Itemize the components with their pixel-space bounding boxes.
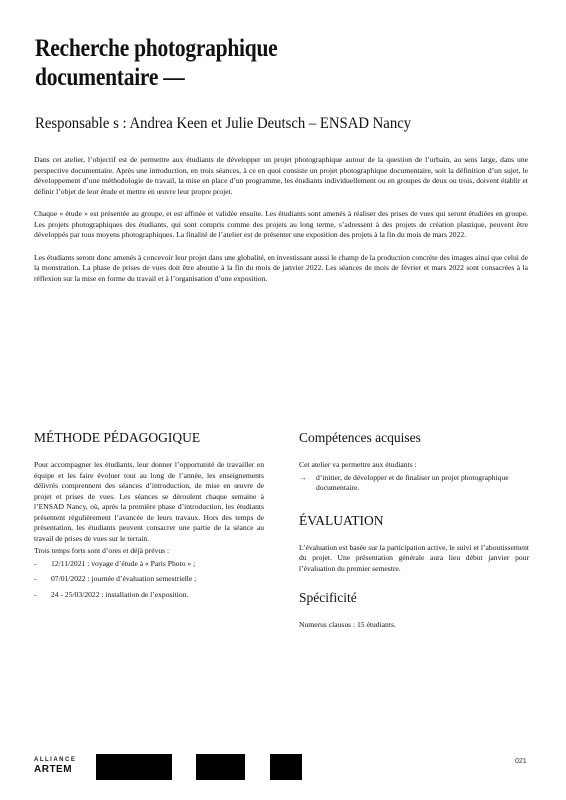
- methode-heading: MÉTHODE PÉDAGOGIQUE: [34, 430, 201, 445]
- redacted-logo-block: [196, 754, 245, 780]
- dash-bullet: -: [34, 574, 37, 583]
- methode-column: [34, 430, 264, 605]
- milestone-text: 12/11/2021 : voyage d’étude à « Paris Photo » ;: [51, 558, 196, 568]
- intro-section: [34, 155, 528, 296]
- list-item: [34, 559, 264, 570]
- evaluation-heading: ÉVALUATION: [299, 512, 384, 528]
- redacted-logo-block: [96, 754, 172, 780]
- list-item: [34, 590, 264, 601]
- right-column: [299, 430, 529, 633]
- page-number: 021: [515, 758, 527, 765]
- competences-heading: Compétences acquises: [299, 430, 421, 445]
- evaluation-text: L’évaluation est basée sur la participation active, le suivi et l’aboutissement du projet. Une présentation générale aura lieu début janvier pour l’évaluation du premier semestre.: [299, 542, 529, 573]
- competences-intro: Cet atelier va permettre aux étudiants :: [299, 460, 417, 469]
- dash-bullet: -: [34, 558, 37, 568]
- arrow-icon: →: [299, 472, 307, 482]
- milestones-list: [34, 559, 264, 601]
- intro-paragraph: Les étudiants seront donc amenés à concevoir leur projet dans une globalité, en investissant aussi le champ de la production concrète des images ainsi que celui de la monstration. La phase de prises de vues doit être aboutie à la fin du mois de janvier 2022. Les séances de mois de février et mars 2022 sont consacrées à la réflexion sur la mise en forme du travail et à l’organisation d’une exposition.: [34, 252, 528, 283]
- methode-paragraph: Trois temps forts sont d’ores et déjà prévus :: [34, 546, 170, 555]
- specificite-text: Numerus clausus : 15 étudiants.: [299, 620, 396, 629]
- dash-bullet: -: [34, 589, 37, 599]
- milestone-text: 24 - 25/03/2022 : installation de l’exposition.: [51, 589, 189, 599]
- page-title: Recherche photographique documentaire —: [35, 35, 278, 91]
- intro-paragraph: Chaque « étude » est présentée au groupe, et est affinée et validée ensuite. Les étudiants sont amenés à réaliser des prises de vues qui seront étudiées en groupe. Les projets photographiques des étudiants, qui sont compris comme des projets au long terme, s’adressent à des projets de création plastique, peuvent être développés par tous moyens photographiques. La finalité de l’atelier est de présenter une exposition des projets à la fin du mois de mars 2022.: [34, 209, 528, 239]
- milestone-text: 07/01/2022 : journée d’évaluation semestrielle ;: [51, 574, 197, 583]
- specificite-heading: Spécificité: [299, 590, 357, 605]
- logo-top-text: ALLIANCE: [34, 757, 77, 763]
- competences-list: [299, 473, 529, 494]
- logo-bottom-text: ARTEM: [34, 764, 73, 775]
- alliance-artem-logo: [34, 756, 84, 775]
- course-responsibles: Responsable s : Andrea Keen et Julie Deutsch – ENSAD Nancy: [35, 115, 412, 132]
- redacted-logo-block: [270, 754, 302, 780]
- competence-text: d’initier, de développer et de finaliser un projet photographique documentaire.: [316, 472, 509, 492]
- list-item: [34, 574, 264, 585]
- intro-paragraph: Dans cet atelier, l’objectif est de permettre aux étudiants de développer un projet photographique autour de la question de l’urbain, au sens large, dans une perspective documentaire. Après une introduction, en trois séances, à ce en quoi consiste un projet photographique documentaire, soit la définition d’un sujet, le développement d’une méthodologie de travail, la mise en place d’un programme, les étudiants individuellement ou en groupes de deux ou trois, doivent établir et définir l’objet de leur étude et mettre en œuvre leur propre projet.: [34, 155, 528, 196]
- list-item: [299, 473, 529, 494]
- methode-paragraph: Pour accompagner les étudiants, leur donner l’opportunité de travailler en équipe et les faire évoluer tout au long de l’année, les enseignements délivrés comprennent des séances d’introduction, de mise en œuvre de projet et prises de vues. Les séances se déroulent chaque semaine à l’ENSAD Nancy, où, après la première phase d’introduction, les étudiants présentent régulièrement l’avancée de leurs travaux. Hors des temps de présentation, les étudiants peuvent consacrer une partie de la séance au travail de prises de vues sur le terrain.: [34, 460, 264, 543]
